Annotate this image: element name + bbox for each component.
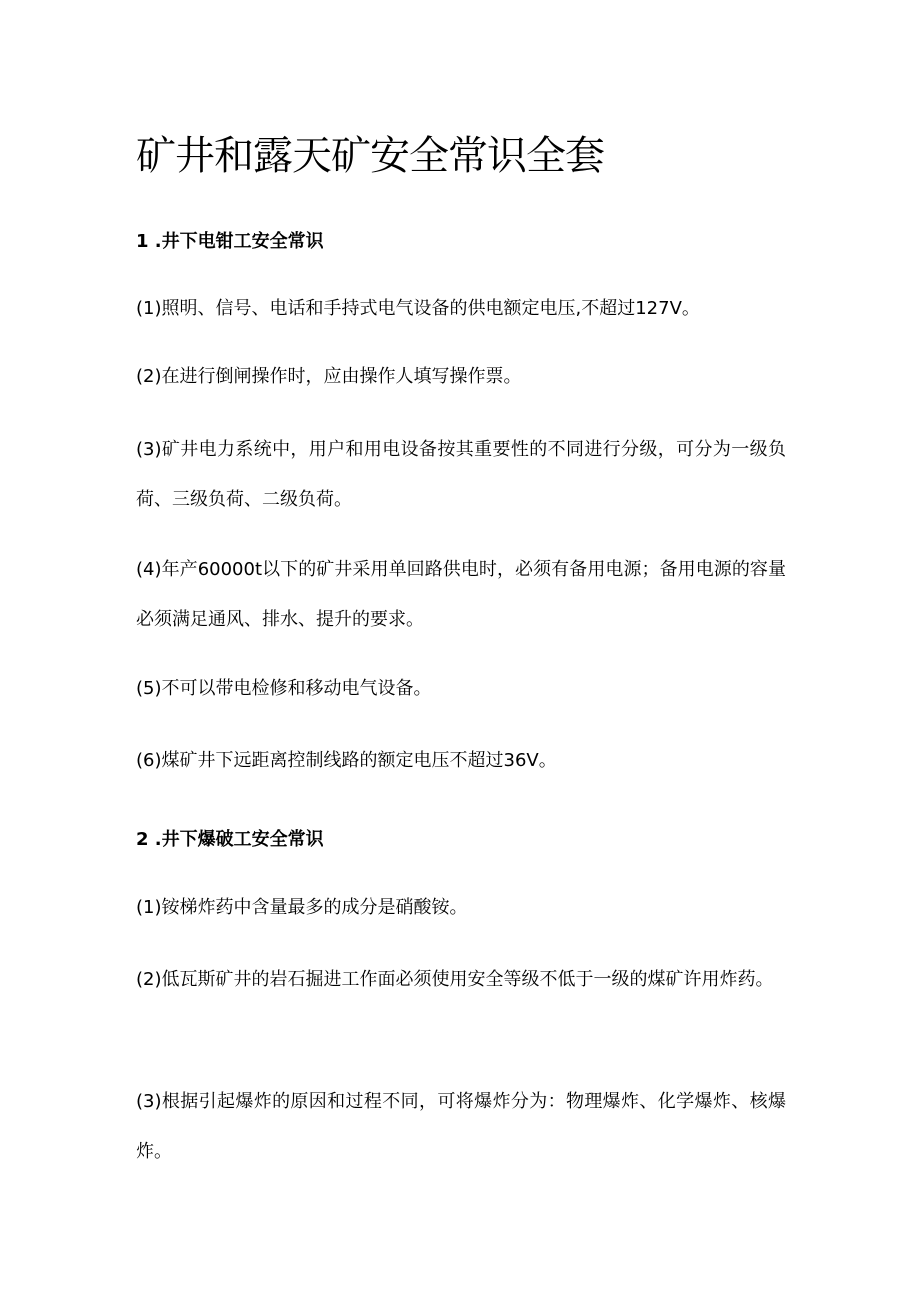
paragraph-2-2: (2)低瓦斯矿井的岩石掘进工作面必须使用安全等级不低于一级的煤矿许用炸药。 <box>136 969 774 990</box>
paragraph-1-5: (5)不可以带电检修和移动电气设备。 <box>136 678 432 699</box>
paragraph-2-3: (3)根据引起爆炸的原因和过程不同，可将爆炸分为：物理爆炸、化学爆炸、核爆炸。 <box>136 1091 786 1162</box>
paragraph-1-6: (6)煤矿井下远距离控制线路的额定电压不超过36V。 <box>136 750 557 771</box>
paragraph-1-3: (3)矿井电力系统中，用户和用电设备按其重要性的不同进行分级，可分为一级负荷、三级负荷、二级负荷。 <box>136 439 786 510</box>
section-heading-2: 2 .井下爆破工安全常识 <box>136 829 324 850</box>
section-heading-1: 1 .井下电钳工安全常识 <box>136 231 324 252</box>
document-title: 矿井和露天矿安全常识全套 <box>136 133 604 179</box>
paragraph-1-1: (1)照明、信号、电话和手持式电气设备的供电额定电压,不超过127V。 <box>136 298 700 319</box>
paragraph-1-4: (4)年产60000t以下的矿井采用单回路供电时，必须有备用电源；备用电源的容量必须满足通风、排水、提升的要求。 <box>136 559 786 630</box>
paragraph-2-1: (1)铵梯炸药中含量最多的成分是硝酸铵。 <box>136 897 468 918</box>
paragraph-1-2: (2)在进行倒闸操作时，应由操作人填写操作票。 <box>136 366 522 387</box>
